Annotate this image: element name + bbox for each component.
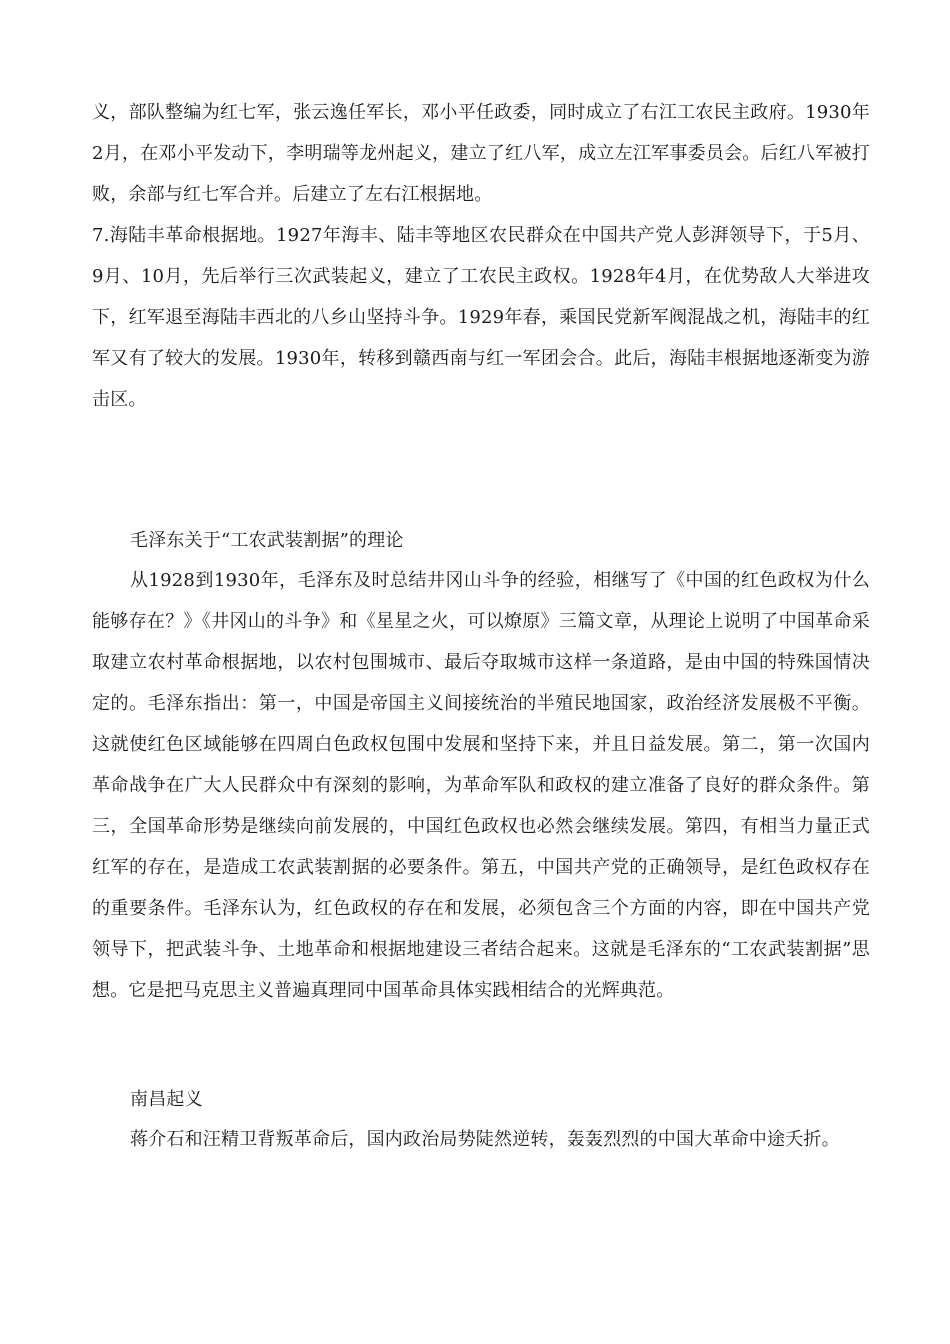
paragraph-nanchang-uprising-body: 蒋介石和汪精卫背叛革命后，国内政治局势陡然逆转，轰轰烈烈的中国大革命中途夭折。 bbox=[130, 1129, 840, 1150]
section-heading-nanchang-uprising: 南昌起义 bbox=[130, 1089, 203, 1110]
paragraph-guangxi-continued: 义，部队整编为红七军，张云逸任军长，邓小平任政委，同时成立了右江工农民主政府。1930年2月，在邓小平发动下，李明瑞等龙州起义，建立了红八军，成立左江军事委员会。后红八军被打败，余部与红七军合并。后建立了左右江根据地。 bbox=[92, 102, 870, 205]
paragraph-armed-separatism-body: 从1928到1930年，毛泽东及时总结井冈山斗争的经验，相继写了《中国的红色政权为什么能够存在？》《井冈山的斗争》和《星星之火，可以燎原》三篇文章，从理论上说明了中国革命采取建立农村革命根据地，以农村包围城市、最后夺取城市这样一条道路，是由中国的特殊国情决定的。毛泽东指出：第一，中国是帝国主义间接统治的半殖民地国家，政治经济发展极不平衡。这就使红色区域能够在四周白色政权包围中发展和坚持下来，并且日益发展。第二，第一次国内革命战争在广大人民群众中有深刻的影响，为革命军队和政权的建立准备了良好的群众条件。第三，全国革命形势是继续向前发展的，中国红色政权也必然会继续发展。第四，有相当力量正式红军的存在，是造成工农武装割据的必要条件。第五，中国共产党的正确领导，是红色政权存在的重要条件。毛泽东认为，红色政权的存在和发展，必须包含三个方面的内容，即在中国共产党领导下，把武装斗争、土地革命和根据地建设三者结合起来。这就是毛泽东的“工农武装割据”思想。它是把马克思主义普遍真理同中国革命具体实践相结合的光辉典范。 bbox=[92, 570, 870, 1001]
section-heading-armed-separatism: 毛泽东关于“工农武装割据”的理论 bbox=[130, 530, 404, 551]
document-page bbox=[92, 92, 870, 1160]
paragraph-hailufeng-base: 7.海陆丰革命根据地。1927年海丰、陆丰等地区农民群众在中国共产党人彭湃领导下，于5月、9月、10月，先后举行三次武装起义，建立了工农民主政权。1928年4月，在优势敌人大举进攻下，红军退至海陆丰西北的八乡山坚持斗争。1929年春，乘国民党新军阀混战之机，海陆丰的红军又有了较大的发展。1930年，转移到赣西南与红一军团会合。此后，海陆丰根据地逐渐变为游击区。 bbox=[92, 225, 870, 410]
